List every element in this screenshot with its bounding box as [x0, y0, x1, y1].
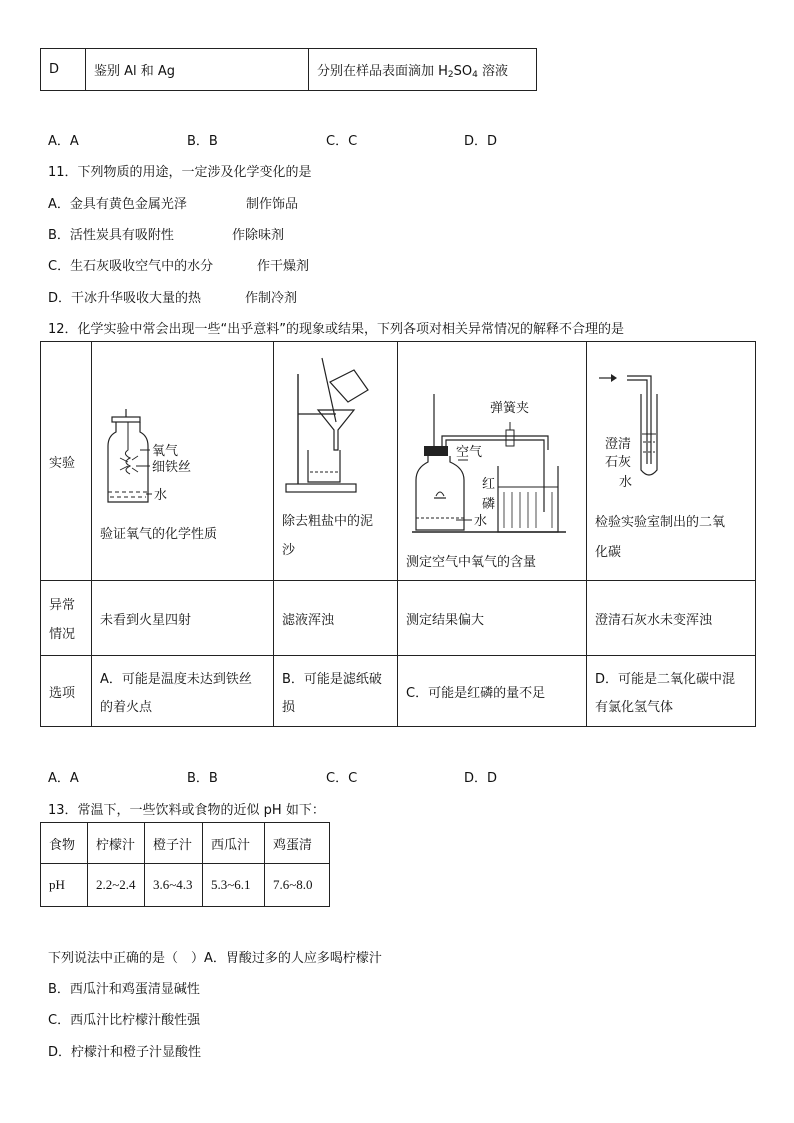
experiment-4-caption-l2: 化碳	[595, 545, 622, 560]
ph-header-orange: 橙子汁	[145, 823, 203, 864]
ph-lemon: 2.2~2.4	[88, 864, 145, 907]
co2-test-diagram	[587, 342, 755, 580]
row-label-abnormal: 异常 情况	[41, 581, 92, 656]
row-label-option: 选项	[41, 656, 92, 727]
q11-stem: 11．下列物质的用途，一定涉及化学变化的是	[48, 165, 312, 180]
q10-option-c[interactable]: C．C	[326, 134, 358, 149]
ph-header-lemon: 柠檬汁	[88, 823, 145, 864]
label-air: 空气	[456, 445, 483, 460]
q10-options	[48, 130, 568, 148]
q10-option-d[interactable]: D．D	[464, 134, 498, 149]
q13-option-c[interactable]: C．西瓜汁比柠檬汁酸性强	[48, 1013, 201, 1028]
label-water: 水	[154, 488, 168, 503]
row-letter: D	[41, 49, 86, 91]
q10-table-row-d	[40, 48, 537, 91]
label-lime: 石灰	[605, 455, 632, 470]
q11-option-a[interactable]: A．金具有黄色金属光泽 制作饰品	[48, 197, 299, 212]
abnormal-2: 滤液浑浊	[274, 581, 398, 656]
label-red: 红	[482, 477, 496, 492]
q13-option-d[interactable]: D．柠檬汁和橙子汁显酸性	[48, 1045, 202, 1060]
iron-wire-oxygen-diagram	[92, 342, 273, 580]
experiment-4-caption-l1: 检验实验室制出的二氧	[595, 515, 726, 530]
q13-prompt[interactable]: 下列说法中正确的是（ ）A．胃酸过多的人应多喝柠檬汁	[48, 951, 382, 966]
q12-option-a[interactable]: A．A	[48, 771, 79, 786]
label-water-3: 水	[474, 514, 488, 529]
row-method: 分别在样品表面滴加 $H_2SO_4$ 溶液	[309, 49, 537, 91]
experiment-3-caption: 测定空气中氧气的含量	[406, 555, 537, 570]
label-oxygen: 氧气	[152, 444, 179, 459]
option-cell-d: D．可能是二氧化碳中混 有氯化氢气体	[587, 656, 756, 727]
q12-table	[40, 341, 756, 727]
q13-ph-table	[40, 822, 330, 907]
oxygen-content-diagram	[398, 342, 586, 580]
q11-option-c[interactable]: C．生石灰吸收空气中的水分 作干燥剂	[48, 259, 310, 274]
option-cell-b: B．可能是滤纸破 损	[274, 656, 398, 727]
q12-option-d[interactable]: D．D	[464, 771, 498, 786]
q13-stem: 13．常温下，一些饮料或食物的近似 pH 如下：	[48, 803, 325, 818]
label-water-4: 水	[619, 475, 633, 490]
experiment-2-caption-l1: 除去粗盐中的泥	[282, 514, 374, 529]
q12-option-b[interactable]: B．B	[187, 771, 218, 786]
ph-orange: 3.6~4.3	[145, 864, 203, 907]
q13-option-b[interactable]: B．西瓜汁和鸡蛋清显碱性	[48, 982, 200, 997]
row-task: 鉴别 Al 和 Ag	[86, 49, 309, 91]
label-spring-clip: 弹簧夹	[490, 401, 530, 416]
ph-header-watermelon: 西瓜汁	[203, 823, 265, 864]
experiment-1-caption: 验证氧气的化学性质	[100, 527, 218, 542]
abnormal-1: 未看到火星四射	[92, 581, 274, 656]
ph-row-label: pH	[41, 864, 88, 907]
experiment-1-cell	[92, 342, 274, 581]
ph-header-egg-white: 鸡蛋清	[265, 823, 330, 864]
abnormal-4: 澄清石灰水未变浑浊	[587, 581, 756, 656]
ph-watermelon: 5.3~6.1	[203, 864, 265, 907]
experiment-4-cell	[587, 342, 756, 581]
option-cell-c: C．可能是红磷的量不足	[398, 656, 587, 727]
experiment-3-cell	[398, 342, 587, 581]
label-phosphorus: 磷	[482, 497, 496, 512]
label-clear: 澄清	[605, 437, 632, 452]
q12-options	[48, 767, 568, 785]
experiment-2-caption-l2: 沙	[282, 543, 296, 558]
ph-header-food: 食物	[41, 823, 88, 864]
experiment-2-cell	[274, 342, 398, 581]
row-label-experiment: 实验	[41, 342, 92, 581]
ph-egg-white: 7.6~8.0	[265, 864, 330, 907]
label-iron-wire: 细铁丝	[152, 460, 192, 475]
q12-stem: 12．化学实验中常会出现一些“出乎意料”的现象或结果，下列各项对相关异常情况的解释不合理的是	[48, 322, 625, 337]
filtration-diagram	[274, 342, 397, 580]
q10-option-b[interactable]: B．B	[187, 134, 218, 149]
q11-option-d[interactable]: D．干冰升华吸收大量的热 作制冷剂	[48, 291, 298, 306]
option-cell-a: A．可能是温度未达到铁丝 的着火点	[92, 656, 274, 727]
q10-option-a[interactable]: A．A	[48, 134, 79, 149]
abnormal-3: 测定结果偏大	[398, 581, 587, 656]
q11-option-b[interactable]: B．活性炭具有吸附性 作除味剂	[48, 228, 285, 243]
q12-option-c[interactable]: C．C	[326, 771, 358, 786]
